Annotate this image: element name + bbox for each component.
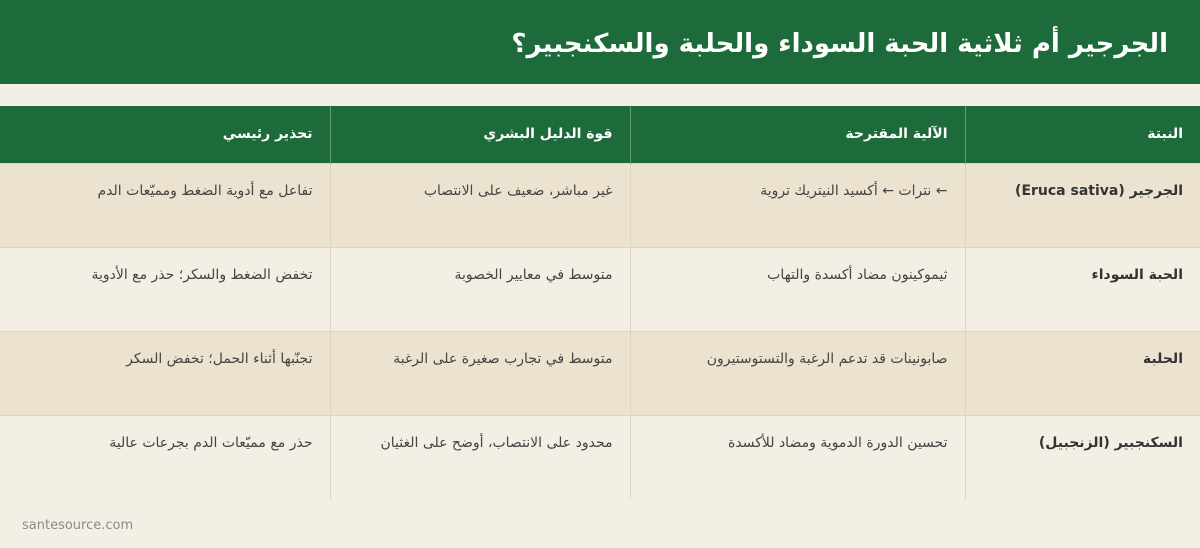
- plant-cell: السكنجبير (الزنجبيل): [965, 415, 1200, 499]
- comparison-table-container: [0, 106, 1200, 499]
- warning-cell: تفاعل مع أدوية الضغط ومميّعات الدم: [97, 182, 313, 199]
- warning-cell: حذر مع مميّعات الدم بجرعات عالية: [109, 434, 313, 451]
- mechanism-cell: ← نترات ← أكسيد النيتريك تروية: [630, 163, 965, 247]
- table-row: [0, 247, 1200, 331]
- plant-cell: الحبة السوداء: [965, 247, 1200, 331]
- plant-cell: الجرجير (Eruca sativa): [965, 163, 1200, 247]
- column-header-evidence: قوة الدليل البشري: [330, 106, 630, 163]
- table-row: [0, 163, 1200, 247]
- page-title: الجرجير أم ثلاثية الحبة السوداء والحلبة والسكنجبير؟: [511, 29, 1168, 59]
- column-header-warning: تحذير رئيسي: [222, 126, 313, 143]
- mechanism-cell: تحسين الدورة الدموية ومضاد للأكسدة: [630, 415, 965, 499]
- column-header-plant: النبتة: [965, 106, 1200, 163]
- table-row: [0, 331, 1200, 415]
- page-header: [0, 0, 1200, 84]
- table-header-row: [0, 106, 1200, 163]
- evidence-cell: متوسط في معايير الخصوبة: [330, 247, 630, 331]
- warning-cell: تخفض الضغط والسكر؛ حذر مع الأدوية: [91, 266, 313, 283]
- mechanism-cell: صابونينات قد تدعم الرغبة والتستوستيرون: [630, 331, 965, 415]
- plant-cell: الحلبة: [965, 331, 1200, 415]
- source-credit: santesource.com: [22, 518, 134, 533]
- warning-cell: تجنّبها أثناء الحمل؛ تخفض السكر: [126, 350, 313, 367]
- column-header-mechanism: الآلية المقترحة: [630, 106, 965, 163]
- table-row: [0, 415, 1200, 499]
- evidence-cell: محدود على الانتصاب، أوضح على الغثيان: [330, 415, 630, 499]
- evidence-cell: غير مباشر، ضعيف على الانتصاب: [330, 163, 630, 247]
- comparison-table: [0, 106, 1200, 499]
- mechanism-cell: ثيموكينون مضاد أكسدة والتهاب: [630, 247, 965, 331]
- evidence-cell: متوسط في تجارب صغيرة على الرغبة: [330, 331, 630, 415]
